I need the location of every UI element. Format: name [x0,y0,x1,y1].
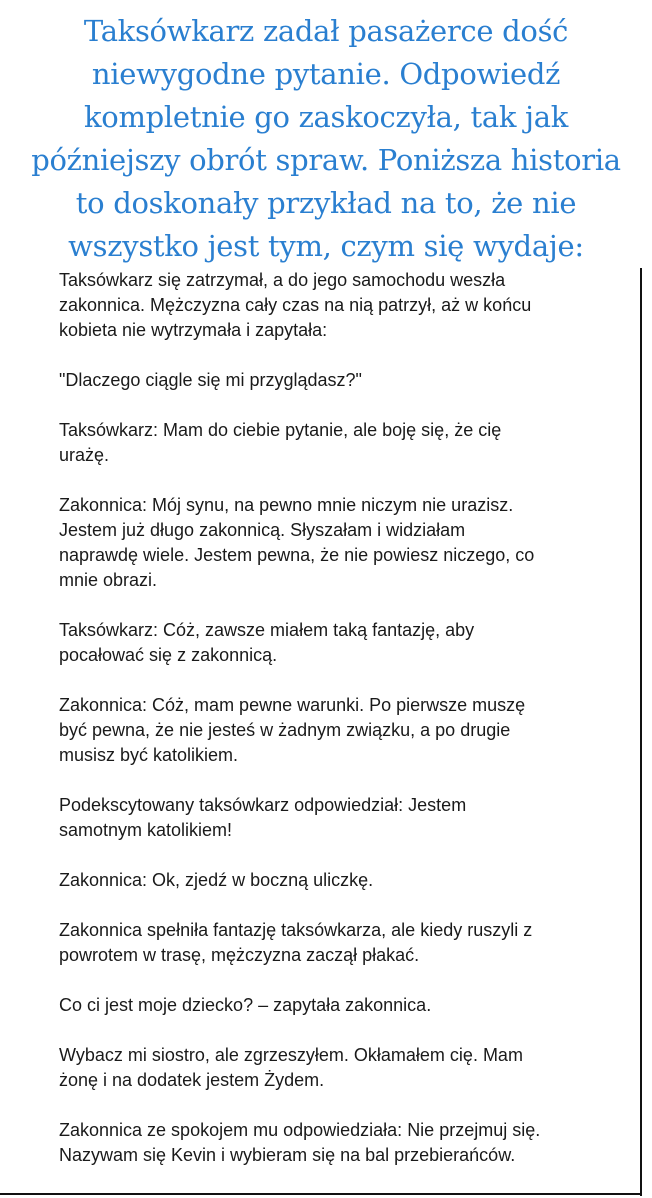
story-paragraph [59,368,619,393]
story-line: urażę. [59,445,110,465]
story-paragraph [59,1118,619,1168]
story-line: powrotem w trasę, mężczyzna zaczął płakać. [59,945,420,965]
story-paragraph [59,918,619,968]
story-line: "Dlaczego ciągle się mi przyglądasz?" [59,370,362,390]
bottom-border-rule [0,1193,642,1195]
story-line: Zakonnica ze spokojem mu odpowiedziała: Nie przejmuj się. [59,1120,541,1140]
story-line: Co ci jest moje dziecko? – zapytała zakonnica. [59,995,432,1015]
headline-line: to doskonały przykład na to, że nie [75,186,577,220]
story-line: samotnym katolikiem! [59,820,233,840]
story-line: zakonnica. Mężczyzna cały czas na nią patrzył, aż w końcu [59,295,532,315]
story-line: pocałować się z zakonnicą. [59,645,278,665]
story-line: Taksówkarz: Mam do ciebie pytanie, ale boję się, że cię [59,420,502,440]
story-line: żonę i na dodatek jestem Żydem. [59,1070,325,1090]
headline-line: niewygodne pytanie. Odpowiedź [91,57,561,91]
story-line: być pewna, że nie jesteś w żadnym związku, a po drugie [59,720,511,740]
headline [8,10,644,268]
story-line: Zakonnica: Mój synu, na pewno mnie niczym nie urazisz. [59,495,514,515]
story-paragraph [59,993,619,1018]
story-line: Taksówkarz: Cóż, zawsze miałem taką fantazję, aby [59,620,475,640]
story-line: Jestem już długo zakonnicą. Słyszałam i widziałam [59,520,466,540]
story-paragraph [59,268,619,343]
story-line: Taksówkarz się zatrzymał, a do jego samochodu weszła [59,270,506,290]
story-paragraph [59,693,619,768]
story-line: Podekscytowany taksówkarz odpowiedział: Jestem [59,795,467,815]
story-line: Nazywam się Kevin i wybieram się na bal przebierańców. [59,1145,516,1165]
story-body [59,268,619,1193]
story-line: Zakonnica: Cóż, mam pewne warunki. Po pierwsze muszę [59,695,526,715]
right-border-rule [640,268,642,1196]
story-line: mnie obrazi. [59,570,158,590]
headline-line: wszystko jest tym, czym się wydaje: [68,229,584,263]
story-paragraph [59,493,619,593]
story-line: musisz być katolikiem. [59,745,239,765]
headline-line: kompletnie go zaskoczyła, tak jak [84,100,568,134]
headline-line: Taksówkarz zadał pasażerce dość [83,14,569,48]
story-line: kobieta nie wytrzymała i zapytała: [59,320,328,340]
story-line: naprawdę wiele. Jestem pewna, że nie powiesz niczego, co [59,545,535,565]
story-paragraph [59,868,619,893]
story-line: Zakonnica: Ok, zjedź w boczną uliczkę. [59,870,374,890]
story-paragraph [59,793,619,843]
story-paragraph [59,418,619,468]
story-line: Zakonnica spełniła fantazję taksówkarza, ale kiedy ruszyli z [59,920,533,940]
story-paragraph [59,1043,619,1093]
story-line: Wybacz mi siostro, ale zgrzeszyłem. Okłamałem cię. Mam [59,1045,523,1065]
headline-line: późniejszy obrót spraw. Poniższa historia [31,143,621,177]
story-paragraph [59,618,619,668]
